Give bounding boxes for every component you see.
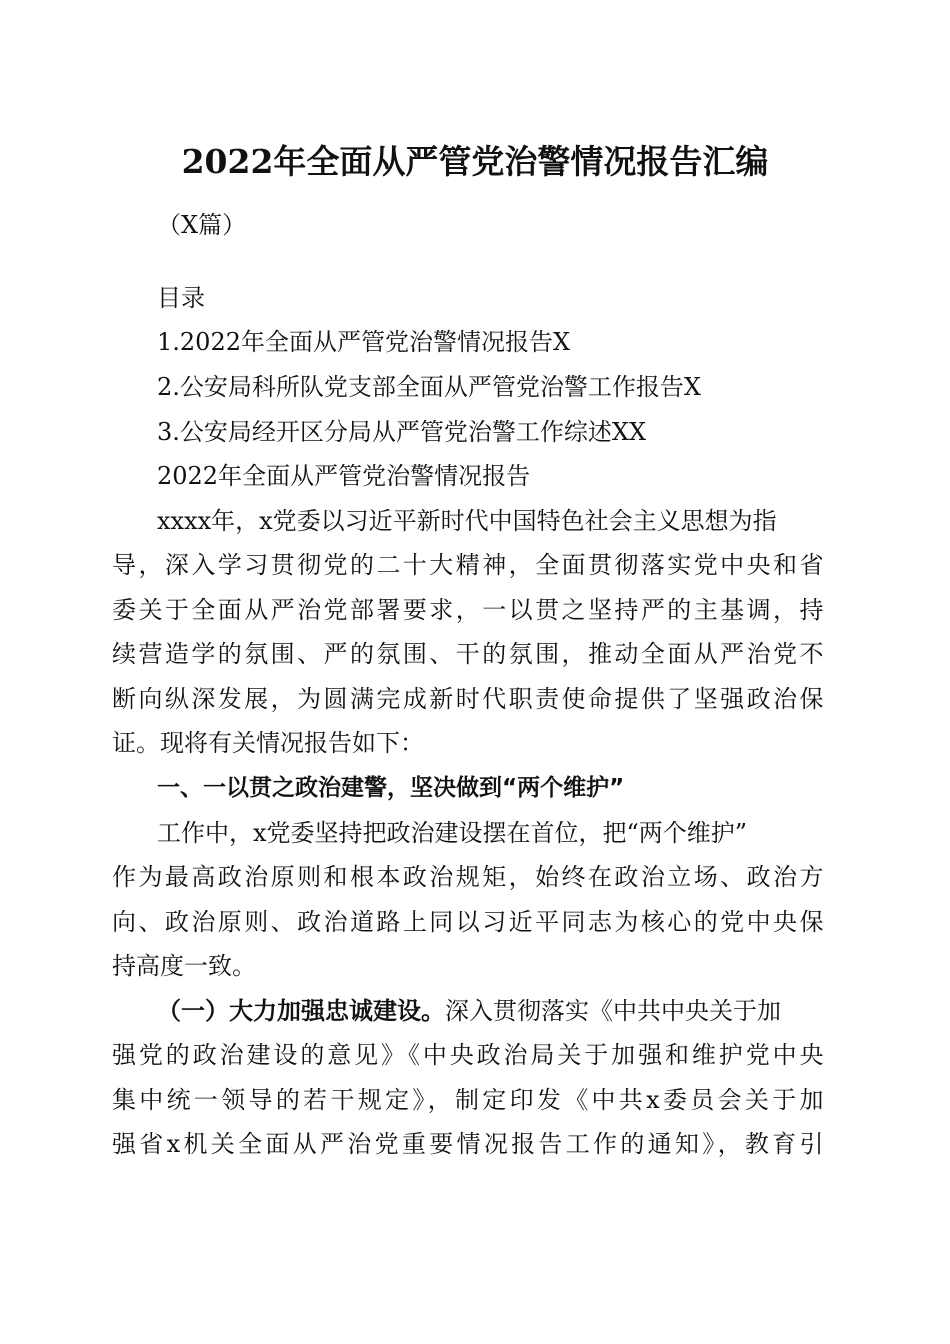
section-1-line-1: 工作中，x党委坚持把政治建设摆在首位，把“两个维护” bbox=[157, 819, 748, 847]
subsection-1-first-line bbox=[157, 996, 781, 1026]
toc-label: 目录 bbox=[157, 284, 205, 312]
intro-line-3: 委关于全面从严治党部署要求，一以贯之坚持严的主基调，持 bbox=[112, 596, 824, 624]
sub-title: 2022年全面从严管党治警情况报告 bbox=[157, 462, 531, 490]
intro-line-4: 续营造学的氛围、严的氛围、干的氛围，推动全面从严治党不 bbox=[112, 640, 824, 668]
toc-item-1: 1.2022年全面从严管党治警情况报告X bbox=[157, 328, 571, 356]
toc-item-3: 3.公安局经开区分局从严管党治警工作综述XX bbox=[157, 418, 647, 446]
intro-line-1: xxxx年，x党委以习近平新时代中国特色社会主义思想为指 bbox=[157, 507, 777, 535]
section-1-line-3: 向、政治原则、政治道路上同以习近平同志为核心的党中央保 bbox=[112, 908, 824, 936]
section-1-heading: 一、一以贯之政治建警，坚决做到“两个维护” bbox=[157, 775, 625, 801]
intro-line-2: 导，深入学习贯彻党的二十大精神，全面贯彻落实党中央和省 bbox=[112, 551, 824, 579]
section-1-line-4: 持高度一致。 bbox=[112, 952, 256, 980]
document-title: 2022年全面从严管党治警情况报告汇编 bbox=[181, 142, 769, 181]
intro-line-6: 证。现将有关情况报告如下： bbox=[112, 729, 424, 757]
subsection-1-line-2: 强党的政治建设的意见》《中央政治局关于加强和维护党中央 bbox=[112, 1041, 824, 1069]
count-note: （X篇） bbox=[157, 211, 247, 239]
subsection-1-line-3: 集中统一领导的若干规定》，制定印发《中共x委员会关于加 bbox=[112, 1086, 824, 1114]
subsection-1-first-rest: 深入贯彻落实《中共中央关于加 bbox=[445, 997, 781, 1025]
subsection-1-line-4: 强省x机关全面从严治党重要情况报告工作的通知》，教育引 bbox=[112, 1130, 824, 1158]
section-1-line-2: 作为最高政治原则和根本政治规矩，始终在政治立场、政治方 bbox=[112, 863, 824, 891]
toc-item-2: 2.公安局科所队党支部全面从严管党治警工作报告X bbox=[157, 373, 701, 401]
intro-line-5: 断向纵深发展，为圆满完成新时代职责使命提供了坚强政治保 bbox=[112, 685, 824, 713]
subsection-1-heading: （一）大力加强忠诚建设。 bbox=[157, 996, 445, 1025]
